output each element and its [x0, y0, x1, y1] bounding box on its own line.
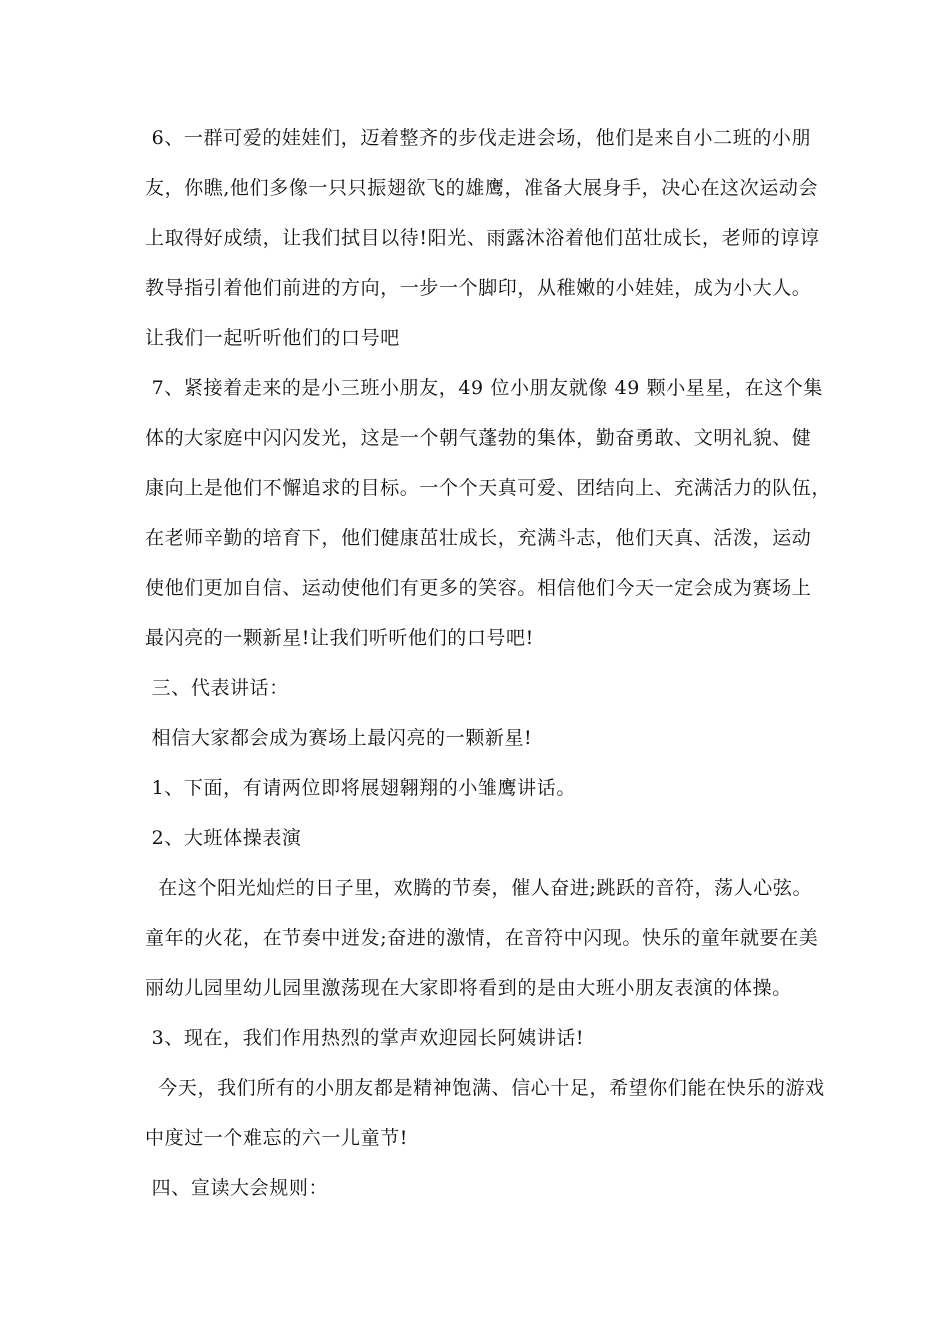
text-line: 相信大家都会成为赛场上最闪亮的一颗新星!: [145, 727, 533, 749]
text-line: 6、一群可爱的娃娃们，迈着整齐的步伐走进会场，他们是来自小二班的小朋: [145, 127, 812, 149]
text-line: 使他们更加自信、运动使他们有更多的笑容。相信他们今天一定会成为赛场上: [145, 577, 812, 599]
text-line: 7、紧接着走来的是小三班小朋友，49 位小朋友就像 49 颗小星星，在这个集: [145, 377, 824, 399]
text-line: 童年的火花，在节奏中迸发;奋进的激情，在音符中闪现。快乐的童年就要在美: [145, 927, 819, 949]
text-line: 中度过一个难忘的六一儿童节!: [145, 1127, 409, 1149]
text-line: 教导指引着他们前进的方向，一步一个脚印，从稚嫩的小娃娃，成为小大人。: [145, 277, 812, 299]
text-line: 上取得好成绩，让我们拭目以待!阳光、雨露沐浴着他们茁壮成长，老师的谆谆: [145, 227, 820, 249]
text-line: 1、下面，有请两位即将展翅翱翔的小雏鹰讲话。: [145, 777, 576, 799]
text-line: 体的大家庭中闪闪发光，这是一个朝气蓬勃的集体，勤奋勇敢、文明礼貌、健: [145, 427, 812, 449]
text-line: 2、大班体操表演: [145, 827, 302, 849]
section-heading: 四、宣读大会规则：: [145, 1177, 329, 1199]
text-line: 在这个阳光灿烂的日子里，欢腾的节奏，催人奋进;跳跃的音符，荡人心弦。: [145, 877, 813, 899]
text-line: 友，你瞧,他们多像一只只振翅欲飞的雄鹰，准备大展身手，决心在这次运动会: [145, 177, 819, 199]
text-line: 最闪亮的一颗新星!让我们听听他们的口号吧!: [145, 627, 534, 649]
text-line: 让我们一起听听他们的口号吧: [145, 327, 400, 349]
text-line: 今天，我们所有的小朋友都是精神饱满、信心十足，希望你们能在快乐的游戏: [145, 1077, 825, 1099]
text-line: 在老师辛勤的培育下，他们健康茁壮成长，充满斗志，他们天真、活泼，运动: [145, 527, 812, 549]
text-line: 3、现在，我们作用热烈的掌声欢迎园长阿姨讲话!: [145, 1027, 585, 1049]
text-line: 康向上是他们不懈追求的目标。一个个天真可爱、团结向上、充满活力的队伍，: [145, 477, 832, 499]
section-heading: 三、代表讲话：: [145, 677, 289, 699]
text-line: 丽幼儿园里幼儿园里激荡现在大家即将看到的是由大班小朋友表演的体操。: [145, 977, 792, 999]
